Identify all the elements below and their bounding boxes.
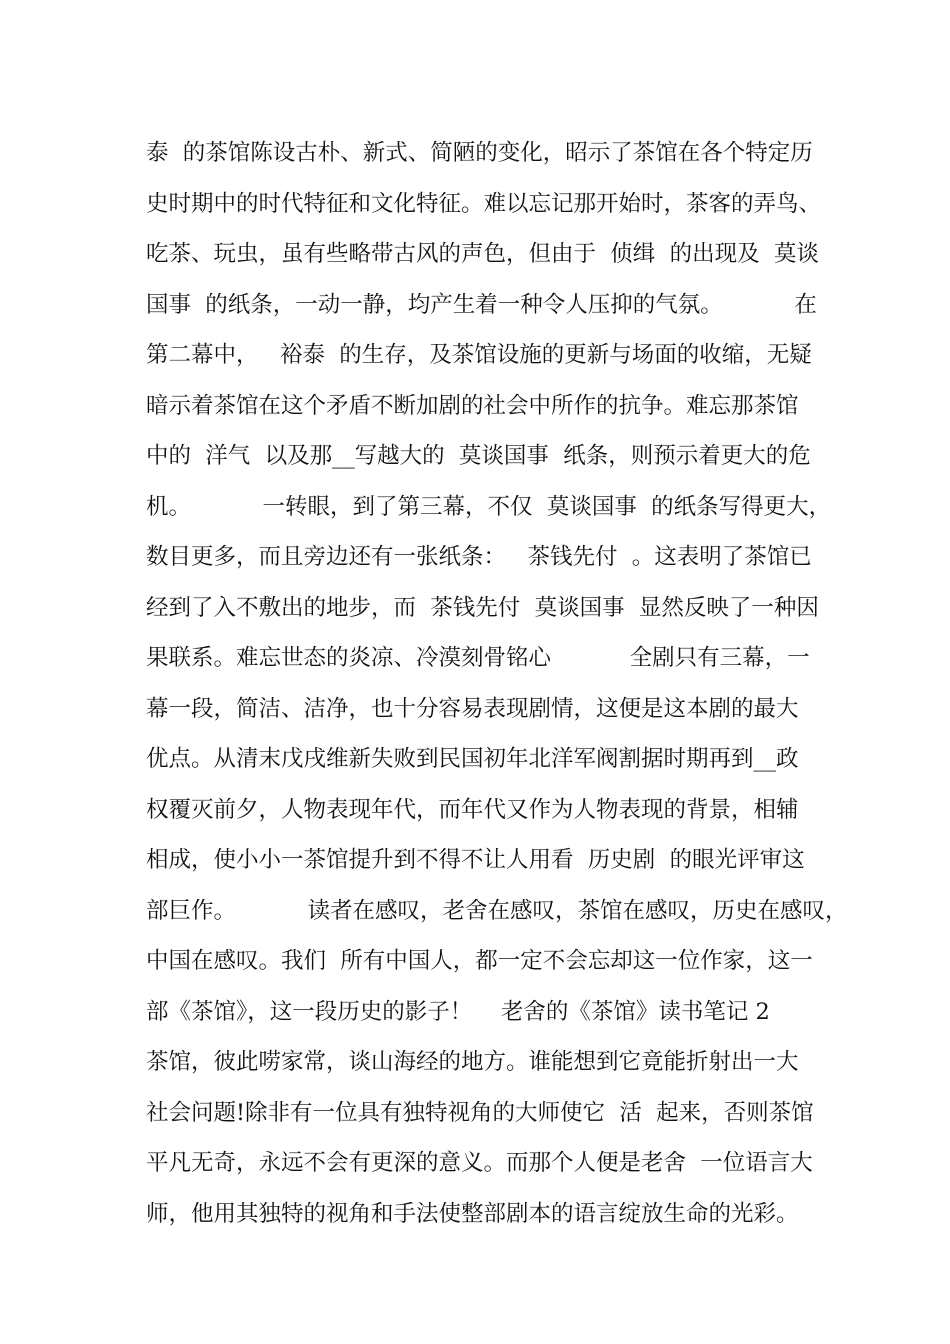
text-line-20: 社会问题!除非有一位具有独特视角的大师使它 活 起来，否则茶馆: [146, 1099, 814, 1126]
text-line-3: 吃茶、玩虫，虽有些略带古风的声色，但由于 侦缉 的出现及 莫谈: [146, 241, 819, 267]
text-line-18: 部《茶馆》，这一段历史的影子！ 老舍的《茶馆》读书笔记 2: [146, 998, 770, 1025]
text-line-15: 相成，使小小一茶馆提升到不得不让人用看 历史剧 的眼光评审这: [146, 847, 805, 873]
text-line-5: 第二幕中， 裕泰 的生存，及茶馆设施的更新与场面的收缩，无疑: [146, 342, 812, 368]
text-line-12: 幕一段，简洁、洁净，也十分容易表现剧情，这便是这本剧的最大: [146, 695, 799, 722]
text-line-10: 经到了入不敷出的地步，而 茶钱先付 莫谈国事 显然反映了一种因: [146, 594, 819, 621]
text-line-21: 平凡无奇，永远不会有更深的意义。而那个人便是老舍 一位语言大: [146, 1150, 813, 1176]
text-line-1: 泰 的茶馆陈设古朴、新式、简陋的变化，昭示了茶馆在各个特定历: [146, 140, 813, 166]
text-line-19: 茶馆，彼此唠家常，谈山海经的地方。谁能想到它竟能折射出一大: [146, 1049, 799, 1075]
text-line-11: 果联系。难忘世态的炎凉、冷漠刻骨铭心 全剧只有三幕，一: [146, 645, 810, 671]
text-line-7: 中的 洋气 以及那__写越大的 莫谈国事 纸条，则预示着更大的危: [146, 443, 811, 469]
text-line-17: 中国在感叹。我们 所有中国人，都一定不会忘却这一位作家，这一: [146, 948, 813, 974]
text-line-2: 史时期中的时代特征和文化特征。难以忘记那开始时，茶客的弄鸟、: [146, 190, 822, 217]
text-line-14: 权覆灭前夕，人物表现年代，而年代又作为人物表现的背景，相辅: [146, 796, 799, 823]
text-line-6: 暗示着茶馆在这个矛盾不断加剧的社会中所作的抗争。难忘那茶馆: [146, 392, 799, 419]
text-line-16: 部巨作。 读者在感叹，老舍在感叹，茶馆在感叹，历史在感叹，: [146, 897, 848, 924]
text-line-22: 师，他用其独特的视角和手法使整部剧本的语言绽放生命的光彩。: [146, 1200, 799, 1227]
text-line-9: 数目更多，而且旁边还有一张纸条： 茶钱先付 。这表明了茶馆已: [146, 544, 812, 570]
text-line-13: 优点。从清末戊戌维新失败到民国初年北洋军阀割据时期再到__政: [146, 746, 799, 772]
text-line-8: 机。 一转眼，到了第三幕，不仅 莫谈国事 的纸条写得更大，: [146, 493, 832, 520]
body-text: [146, 132, 846, 1243]
text-line-4: 国事 的纸条，一动一静，均产生着一种令人压抑的气氛。 在: [146, 291, 817, 318]
